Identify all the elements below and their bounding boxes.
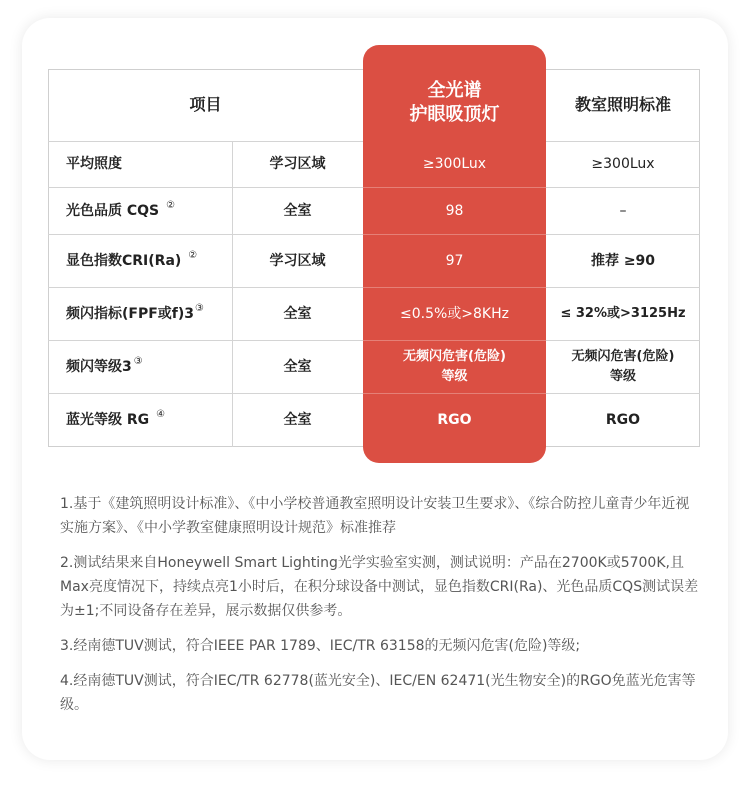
row-label: 蓝光等级 RG ④ <box>48 393 232 447</box>
row-area: 全室 <box>283 412 312 428</box>
row-standard-value: ≥300Lux <box>591 156 655 172</box>
row-standard-value: ≤ 32%或>3125Hz <box>560 305 686 321</box>
row-standard-value: 无频闪危害(危险) 等级 <box>571 348 675 384</box>
header-standard: 教室照明标准 <box>574 95 671 114</box>
row-product-value: ≤0.5%或>8KHz <box>400 305 509 322</box>
header-product-line1: 全光谱 <box>427 80 482 101</box>
comparison-table <box>48 69 700 447</box>
row-standard-value: – <box>619 202 627 219</box>
row-label: 平均照度 <box>66 156 122 172</box>
row-label: 光色品质 CQS ② <box>48 187 232 234</box>
row-product-value: 97 <box>445 252 464 269</box>
row-area: 全室 <box>283 202 312 219</box>
footnote-marker: ③ <box>195 302 204 314</box>
row-label: 频闪指标(FPF或f)3 ③ <box>48 287 232 340</box>
row-product-value: ≥300Lux <box>422 156 487 172</box>
row-label: 频闪等级3 ③ <box>48 340 232 393</box>
row-area: 学习区域 <box>269 252 326 269</box>
header-product <box>363 45 546 141</box>
row-label: 显色指数CRI(Ra) ② <box>48 234 232 287</box>
row-product-value: 无频闪危害(危险) 等级 <box>403 348 506 384</box>
footnote-4: 4.经南德TUV测试，符合IEC/TR 62778(蓝光安全)、IEC/EN 62471(光生物安全)的RGO免蓝光危害等级。 <box>60 673 696 713</box>
header-product-line2: 护眼吸顶灯 <box>409 104 500 125</box>
footnote-marker: ③ <box>133 355 143 367</box>
row-area: 全室 <box>283 358 312 375</box>
header-item: 项目 <box>189 95 222 114</box>
footnotes <box>60 492 700 728</box>
footnote-3: 3.经南德TUV测试，符合IEEE PAR 1789、IEC/TR 63158的无频闪危害(危险)等级; <box>60 638 581 654</box>
row-standard-value: 推荐 ≥90 <box>590 252 656 269</box>
footnote-marker: ② <box>188 249 198 261</box>
footnote-marker: ② <box>166 199 176 211</box>
footnote-1: 1.基于《建筑照明设计标准》、《中小学校普通教室照明设计安装卫生要求》、《综合防控儿童青少年近视实施方案》、《中小学教室健康照明设计规范》标准推荐 <box>60 496 690 536</box>
row-area: 全室 <box>283 305 312 322</box>
footnote-marker: ④ <box>156 409 166 420</box>
footnote-2: 2.测试结果来自Honeywell Smart Lighting光学实验室实测，测试说明：产品在2700K或5700K,且Max亮度情况下，持续点亮1小时后，在积分球设备中测试，显色指数CRI(Ra)、光色品质CQS测试误差为±1;不同设备存在差异，展示数据仅供参考。 <box>60 555 699 619</box>
row-product-value: RGO <box>437 412 472 428</box>
row-standard-value: RGO <box>605 412 641 428</box>
row-product-value: 98 <box>445 202 464 219</box>
row-area: 学习区域 <box>269 156 326 172</box>
